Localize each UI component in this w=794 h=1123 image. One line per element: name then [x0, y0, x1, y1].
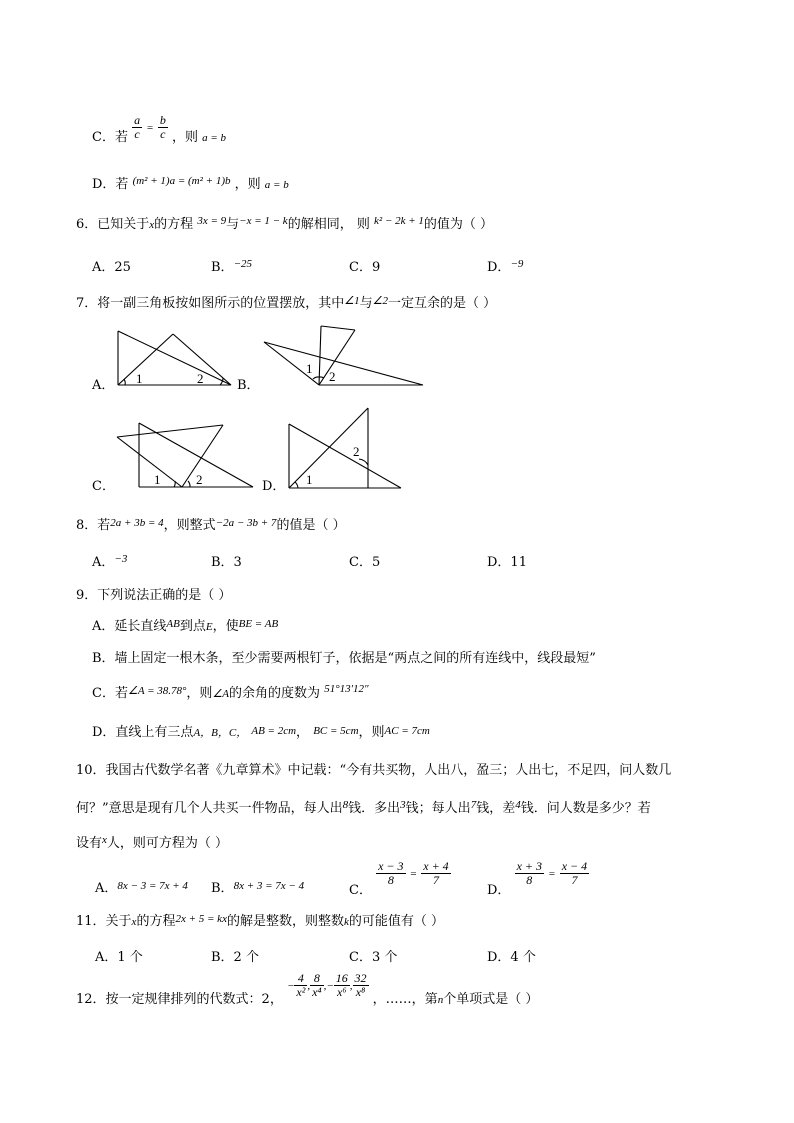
q8-option-c: C．5	[349, 555, 381, 570]
q12-fraction-4: $\frac{32}{\text{x⁸}}$	[354, 971, 367, 999]
q10-d-fraction-right: $\frac{x - 4}{7}$	[561, 859, 588, 887]
q11-option-b: B．2 个	[211, 950, 259, 965]
q7-option-d-label: D．	[262, 479, 286, 494]
q10-option-d: D． $\frac{x + 3}{8}$ = $\frac{x - 4}{7}$	[487, 859, 588, 898]
q11-option-a: A．1 个	[95, 950, 143, 965]
q7-stem: 7．将一副三角板按如图所示的位置摆放，其中$^{\angle 1}$与$^{\angle 2}$一定互余的是（ ）	[76, 295, 497, 311]
q10-option-c: C． $\frac{x - 3}{8}$ = $\frac{x + 4}{7}$	[349, 859, 449, 898]
q7-figure-c	[112, 420, 258, 490]
q7-option-a-label: A．	[92, 378, 115, 393]
q10-option-a: A．$^{8x - 3 = 7x + 4}$	[95, 880, 188, 896]
q12-fraction-2: $\frac{8}{\text{x⁴}}$	[312, 971, 322, 999]
q7-option-c-label: C．	[92, 479, 115, 494]
q11-option-c: C．3 个	[349, 950, 398, 965]
q10-c-fraction-left: $\frac{x - 3}{8}$	[378, 859, 404, 887]
q10-d-fraction-left: $\frac{x + 3}{8}$	[516, 859, 543, 887]
q11-stem: 11．关于x的方程$^{2x + 5 = kx}$的解是整数，则整数k的可能值有（ ）	[76, 913, 444, 929]
q12-stem: 12．按一定规律排列的代数式：2， − $\frac{4}{\text{x²}}$ , $\frac{8}{\text{x⁴}}$ ,− $\frac{16}{\text{x⁶}}$ , $\frac{32}{\text{x⁸}}$ ，……，第$_n$个单项式是（ ）	[76, 971, 539, 1007]
q8-option-d: D．11	[487, 555, 527, 570]
q6-option-d: D．$^{-9}$	[487, 258, 524, 275]
q9-stem: 9．下列说法正确的是（ ）	[76, 588, 232, 603]
q10-option-b: B．$^{8x + 3 = 7x - 4}$	[211, 880, 305, 896]
q10-line-2: 何？”意思是现有几个人共买一件物品，每人出$^8$钱．多出$^3$钱；每人出$^7$钱，差$^4$钱．问人数是多少？若	[76, 799, 651, 816]
q6-option-a: A．25	[92, 260, 131, 275]
q7-figure-d	[284, 404, 406, 490]
q7-b-angle-2: 2	[329, 369, 336, 384]
q5-c-fraction-b: $\frac{b}{c}$	[159, 113, 166, 141]
q5-option-c: C．若 $\frac{a}{c}$ = $\frac{b}{c}$ ，则 a = b	[92, 113, 227, 145]
q10-line-3: 设有$^x$人，则可方程为（ ）	[76, 834, 229, 851]
q5-c-conclusion: a = b	[202, 132, 227, 144]
q7-a-angle-1: 1	[136, 371, 143, 386]
q11-option-d: D．4 个	[487, 950, 536, 965]
q7-a-angle-2: 2	[197, 371, 204, 386]
q6-option-b: B．$^{-25}$	[211, 258, 252, 275]
q7-option-b-label: B．	[237, 378, 260, 393]
q7-figure-a	[112, 328, 236, 388]
q7-b-angle-1: 1	[306, 361, 313, 376]
q7-figure-b	[260, 322, 428, 388]
q6-stem: 6．已知关于x的方程 $^{3x = 9}$与$^{-x = 1 - k}$的解相同， 则 $^{k^2 - 2k + 1}$的值为（ ）	[76, 215, 494, 232]
q9-option-c: C．若$^{\angle A = 38.78^\circ}$，则∠A的余角的度数为 $^{51^\circ 13'12''}$	[92, 683, 369, 701]
q5-c-label: C．若	[92, 130, 128, 145]
q9-option-a: A．延长直线$^{AB}$到点E，使$^{BE = AB}$	[92, 618, 279, 634]
q5-c-fraction-a: $\frac{a}{c}$	[134, 113, 141, 141]
q7-d-angle-2: 2	[353, 444, 360, 459]
q8-option-a: A．$^{-3}$	[92, 553, 128, 570]
q7-c-angle-1: 1	[154, 472, 161, 487]
q7-d-angle-1: 1	[306, 472, 313, 487]
q9-option-d: D．直线上有三点A，B，C， AB = 2cm， BC = 5cm，则AC = 7cm	[92, 725, 430, 740]
q8-stem: 8．若$^{2a + 3b = 4}$，则整式$^{-2a - 3b + 7}$的值是（ ）	[76, 517, 346, 533]
q6-option-c: C．9	[349, 260, 381, 275]
q7-c-angle-2: 2	[196, 472, 203, 487]
q10-c-fraction-right: $\frac{x + 4}{7}$	[423, 859, 449, 887]
q10-line-1: 10．我国古代数学名著《九章算术》中记载：“今有共买物，人出八，盈三；人出七，不足四，问人数几	[76, 763, 672, 778]
q5-d-expression: (m² + 1)a = (m² + 1)b	[132, 175, 231, 187]
q12-fraction-1: $\frac{4}{\text{x²}}$	[296, 971, 306, 999]
q9-option-b: B．墙上固定一根木条，至少需要两根钉子，依据是“两点之间的所有连线中，线段最短”	[92, 651, 596, 666]
q12-fraction-3: $\frac{16}{\text{x⁶}}$	[335, 971, 348, 999]
q8-option-b: B．3	[211, 555, 242, 570]
q5-option-d: D．若 $^{(m^2 + 1)a = (m^2 + 1)b}$ ，则 a = b	[92, 175, 289, 192]
